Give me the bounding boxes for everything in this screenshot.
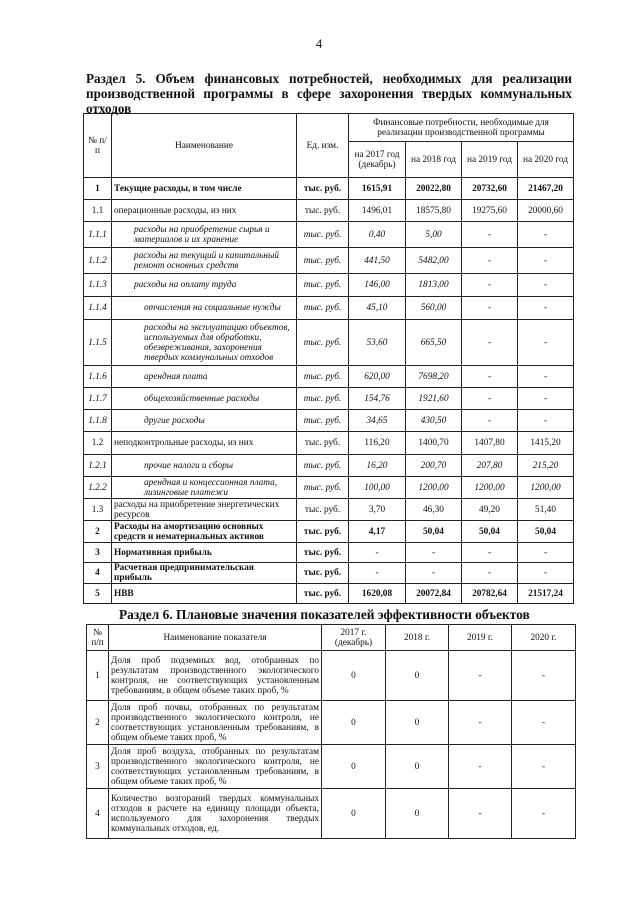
- row-num: 1.1.6: [84, 366, 112, 388]
- row-name: другие расходы: [112, 410, 297, 432]
- row-num: 1.1.8: [84, 410, 112, 432]
- table-row: [84, 477, 574, 499]
- value-2020: 21467,20: [518, 178, 574, 200]
- row-unit: тыс. руб.: [297, 222, 349, 248]
- row-num: 2: [84, 521, 112, 543]
- value-2017: 154,76: [349, 388, 406, 410]
- row-num: 1.1.5: [84, 320, 112, 366]
- row-name: Количество возгораний твердых коммунальных отходов в расчете на единицу площади объекта, используемого для захоронения твердых коммунальных отходов, ед.: [109, 789, 322, 839]
- table-row: [84, 499, 574, 521]
- value-2018: 0: [386, 745, 449, 789]
- row-num: 1.1.2: [84, 248, 112, 274]
- value-2020: -: [518, 222, 574, 248]
- value-2019: -: [462, 274, 518, 297]
- value-2018: 200,70: [406, 455, 462, 477]
- value-2019: 1407,80: [462, 432, 518, 455]
- row-unit: тыс. руб.: [297, 200, 349, 222]
- row-name: неподконтрольные расходы, из них: [112, 432, 297, 455]
- header-name: Наименование: [112, 114, 297, 178]
- value-2017: 3,70: [349, 499, 406, 521]
- row-num: 3: [84, 543, 112, 563]
- table-row: [84, 200, 574, 222]
- value-2020: 1415,20: [518, 432, 574, 455]
- row-name: расходы на оплату труда: [112, 274, 297, 297]
- row-num: 1.1.3: [84, 274, 112, 297]
- value-2020: -: [512, 745, 576, 789]
- value-2018: 5,00: [406, 222, 462, 248]
- header-2020: 2020 г.: [512, 625, 576, 651]
- value-2018: 665,50: [406, 320, 462, 366]
- row-name: арендная и концессионная плата, лизинговые платежи: [112, 477, 297, 499]
- value-2020: -: [518, 366, 574, 388]
- row-name: общехозяйственные расходы: [112, 388, 297, 410]
- row-num: 1: [84, 178, 112, 200]
- row-name: Нормативная прибыль: [112, 543, 297, 563]
- value-2020: 50,04: [518, 521, 574, 543]
- row-name: отчисления на социальные нужды: [112, 297, 297, 320]
- value-2019: 207,80: [462, 455, 518, 477]
- row-unit: тыс. руб.: [297, 248, 349, 274]
- row-name: расходы на текущий и капитальный ремонт основных средств: [112, 248, 297, 274]
- value-2018: 0: [386, 651, 449, 701]
- value-2019: -: [462, 366, 518, 388]
- value-2019: -: [462, 248, 518, 274]
- value-2020: -: [512, 701, 576, 745]
- row-name: Текущие расходы, в том числе: [112, 178, 297, 200]
- value-2017: 45,10: [349, 297, 406, 320]
- value-2017: 4,17: [349, 521, 406, 543]
- row-unit: тыс. руб.: [297, 477, 349, 499]
- value-2017: 0: [322, 789, 386, 839]
- table-row: [87, 745, 576, 789]
- header-2017: 2017 г. (декабрь): [322, 625, 386, 651]
- value-2019: 50,04: [462, 521, 518, 543]
- row-name: Расходы на амортизацию основных средств и нематериальных активов: [112, 521, 297, 543]
- efficiency-indicators-table: [86, 624, 576, 839]
- value-2020: 215,20: [518, 455, 574, 477]
- header-2018: на 2018 год: [406, 142, 462, 178]
- row-num: 1.1: [84, 200, 112, 222]
- value-2017: 0: [322, 651, 386, 701]
- value-2019: -: [449, 651, 512, 701]
- header-num: № п/п: [84, 114, 112, 178]
- table-row: [84, 366, 574, 388]
- value-2017: 100,00: [349, 477, 406, 499]
- row-name: расходы на приобретение сырья и материалов и их хранение: [112, 222, 297, 248]
- value-2020: -: [518, 274, 574, 297]
- value-2017: 1620,08: [349, 584, 406, 604]
- row-num: 1.1.7: [84, 388, 112, 410]
- row-num: 1.2.1: [84, 455, 112, 477]
- value-2020: -: [518, 543, 574, 563]
- table-row: [87, 701, 576, 745]
- value-2020: 21517,24: [518, 584, 574, 604]
- row-name: прочие налоги и сборы: [112, 455, 297, 477]
- row-name: расходы на эксплуатацию объектов, используемых для обработки, обезвреживания, захоронения твердых коммунальных отходов: [112, 320, 297, 366]
- value-2017: 116,20: [349, 432, 406, 455]
- value-2018: 50,04: [406, 521, 462, 543]
- table-row: [84, 388, 574, 410]
- value-2019: -: [462, 410, 518, 432]
- value-2020: -: [512, 789, 576, 839]
- value-2020: -: [518, 248, 574, 274]
- section5-title: Раздел 5. Объем финансовых потребностей, необходимых для реализации производственной программы в сфере захоронения твердых коммунальных отходов: [86, 71, 572, 116]
- value-2020: -: [512, 651, 576, 701]
- row-num: 2: [87, 701, 109, 745]
- value-2017: 34,65: [349, 410, 406, 432]
- value-2018: 46,30: [406, 499, 462, 521]
- table-row: [84, 320, 574, 366]
- row-unit: тыс. руб.: [297, 274, 349, 297]
- value-2018: -: [406, 563, 462, 584]
- value-2020: -: [518, 563, 574, 584]
- value-2017: 0: [322, 745, 386, 789]
- table-row: [84, 455, 574, 477]
- value-2017: 441,50: [349, 248, 406, 274]
- row-name: НВВ: [112, 584, 297, 604]
- row-unit: тыс. руб.: [297, 297, 349, 320]
- page-number: 4: [315, 36, 323, 51]
- value-2018: 1813,00: [406, 274, 462, 297]
- row-unit: тыс. руб.: [297, 410, 349, 432]
- section6-title: Раздел 6. Плановые значения показателей эффективности объектов: [119, 607, 530, 622]
- value-2017: 1496,01: [349, 200, 406, 222]
- row-num: 1.2.2: [84, 477, 112, 499]
- row-unit: тыс. руб.: [297, 499, 349, 521]
- row-unit: тыс. руб.: [297, 584, 349, 604]
- value-2018: 5482,00: [406, 248, 462, 274]
- value-2018: 1921,60: [406, 388, 462, 410]
- header-name: Наименование показателя: [109, 625, 322, 651]
- value-2019: 1200,00: [462, 477, 518, 499]
- value-2017: 16,20: [349, 455, 406, 477]
- table-row: [84, 248, 574, 274]
- row-unit: тыс. руб.: [297, 563, 349, 584]
- value-2018: 1200,00: [406, 477, 462, 499]
- value-2017: 146,00: [349, 274, 406, 297]
- value-2020: -: [518, 297, 574, 320]
- value-2019: -: [449, 789, 512, 839]
- value-2019: 20782,64: [462, 584, 518, 604]
- value-2018: -: [406, 543, 462, 563]
- value-2020: -: [518, 320, 574, 366]
- row-unit: тыс. руб.: [297, 366, 349, 388]
- row-unit: тыс. руб.: [297, 543, 349, 563]
- value-2020: 51,40: [518, 499, 574, 521]
- header-2019: 2019 г.: [449, 625, 512, 651]
- value-2019: 20732,60: [462, 178, 518, 200]
- row-unit: тыс. руб.: [297, 388, 349, 410]
- row-num: 5: [84, 584, 112, 604]
- value-2017: 53,60: [349, 320, 406, 366]
- value-2018: 18575,80: [406, 200, 462, 222]
- value-2018: 1400,70: [406, 432, 462, 455]
- row-name: расходы на приобретение энергетических ресурсов: [112, 499, 297, 521]
- value-2018: 7698,20: [406, 366, 462, 388]
- header-num: № п/п: [87, 625, 109, 651]
- row-unit: тыс. руб.: [297, 521, 349, 543]
- value-2020: 20000,60: [518, 200, 574, 222]
- value-2020: -: [518, 410, 574, 432]
- table-row: [84, 274, 574, 297]
- header-unit: Ед. изм.: [297, 114, 349, 178]
- header-group: Финансовые потребности, необходимые для реализации производственной программы: [349, 114, 574, 142]
- value-2019: -: [462, 543, 518, 563]
- row-unit: тыс. руб.: [297, 432, 349, 455]
- value-2018: 560,00: [406, 297, 462, 320]
- value-2018: 0: [386, 789, 449, 839]
- table-row: [87, 651, 576, 701]
- table-row: [84, 410, 574, 432]
- row-num: 3: [87, 745, 109, 789]
- table-row: [84, 543, 574, 563]
- value-2019: -: [449, 745, 512, 789]
- value-2019: -: [462, 388, 518, 410]
- row-num: 4: [87, 789, 109, 839]
- table-row: [84, 178, 574, 200]
- row-num: 1.3: [84, 499, 112, 521]
- table-row: [84, 563, 574, 584]
- row-unit: тыс. руб.: [297, 178, 349, 200]
- header-2017: на 2017 год (декабрь): [349, 142, 406, 178]
- header-2018: 2018 г.: [386, 625, 449, 651]
- value-2017: 0,40: [349, 222, 406, 248]
- value-2019: -: [449, 701, 512, 745]
- row-num: 1.1.4: [84, 297, 112, 320]
- table-row: [84, 521, 574, 543]
- row-name: Доля проб воздуха, отобранных по результатам производственного экологического контроля, не соответствующих установленным требованиям, в общем объеме таких проб, %: [109, 745, 322, 789]
- row-num: 4: [84, 563, 112, 584]
- header-2020: на 2020 год: [518, 142, 574, 178]
- value-2019: -: [462, 563, 518, 584]
- value-2018: 20072,84: [406, 584, 462, 604]
- value-2017: 0: [322, 701, 386, 745]
- row-num: 1.1.1: [84, 222, 112, 248]
- table-row: [84, 432, 574, 455]
- row-name: Доля проб почвы, отобранных по результатам производственного экологического контроля, не соответствующих установленным требованиям, в общем объеме таких проб, %: [109, 701, 322, 745]
- value-2017: 620,00: [349, 366, 406, 388]
- value-2020: -: [518, 388, 574, 410]
- header-2019: на 2019 год: [462, 142, 518, 178]
- value-2019: 19275,60: [462, 200, 518, 222]
- row-name: Доля проб подземных вод, отобранных по результатам производственного экологического контроля, не соответствующих установленным требованиям, в общем объеме таких проб, %: [109, 651, 322, 701]
- table-row: [87, 789, 576, 839]
- row-unit: тыс. руб.: [297, 320, 349, 366]
- value-2019: 49,20: [462, 499, 518, 521]
- row-num: 1.2: [84, 432, 112, 455]
- value-2020: 1200,00: [518, 477, 574, 499]
- value-2017: -: [349, 563, 406, 584]
- value-2017: 1615,91: [349, 178, 406, 200]
- value-2018: 0: [386, 701, 449, 745]
- value-2018: 20022,80: [406, 178, 462, 200]
- value-2019: -: [462, 320, 518, 366]
- table-row: [84, 584, 574, 604]
- table-row: [84, 222, 574, 248]
- row-num: 1: [87, 651, 109, 701]
- row-name: операционные расходы, из них: [112, 200, 297, 222]
- table-row: [84, 297, 574, 320]
- row-unit: тыс. руб.: [297, 455, 349, 477]
- value-2019: -: [462, 297, 518, 320]
- financial-needs-table: [83, 113, 574, 604]
- row-name: Расчетная предпринимательская прибыль: [112, 563, 297, 584]
- value-2018: 430,50: [406, 410, 462, 432]
- value-2017: -: [349, 543, 406, 563]
- value-2019: -: [462, 222, 518, 248]
- row-name: арендная плата: [112, 366, 297, 388]
